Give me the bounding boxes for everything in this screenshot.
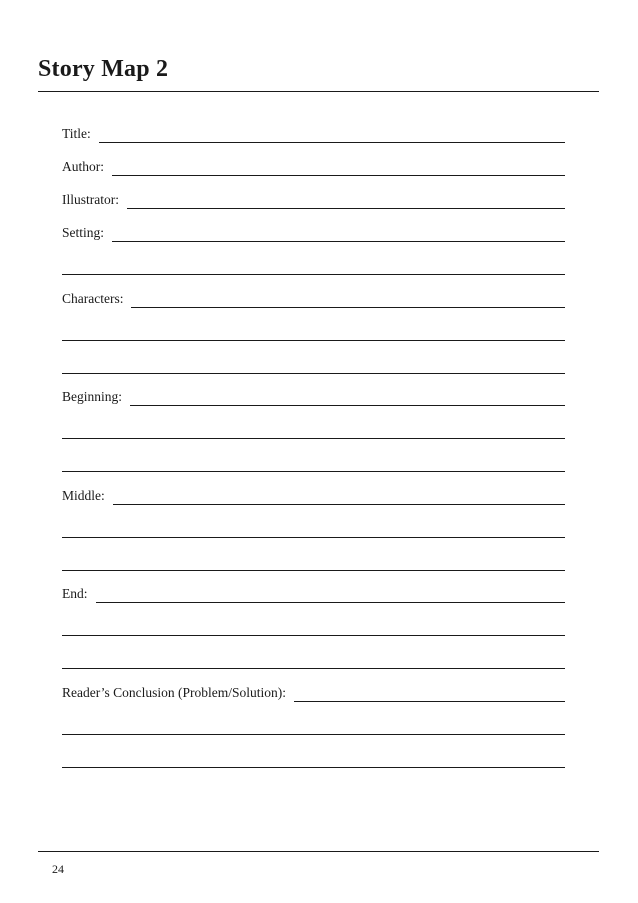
footer-rule: [38, 851, 599, 852]
page-number: 24: [52, 862, 64, 876]
middle-extra-line[interactable]: [62, 570, 565, 571]
middle-label: Middle:: [62, 488, 105, 503]
conclusion-write-line[interactable]: [294, 701, 565, 702]
characters-write-line[interactable]: [131, 307, 565, 308]
title-label: Title:: [62, 126, 91, 141]
end-label: End:: [62, 586, 88, 601]
author-label: Author:: [62, 159, 104, 174]
end-field: [62, 582, 565, 604]
setting-label: Setting:: [62, 225, 105, 240]
end-write-line[interactable]: [96, 602, 566, 603]
title-field: [62, 122, 565, 144]
setting-field: [62, 221, 565, 243]
illustrator-label: Illustrator:: [62, 192, 119, 207]
author-write-line[interactable]: [112, 175, 565, 176]
conclusion-field: [62, 681, 565, 703]
conclusion-label: Reader’s Conclusion (Problem/Solution):: [62, 685, 286, 700]
beginning-extra-line[interactable]: [62, 471, 565, 472]
characters-extra-line[interactable]: [62, 340, 565, 341]
illustrator-write-line[interactable]: [127, 208, 565, 209]
conclusion-extra-line[interactable]: [62, 767, 565, 768]
middle-write-line[interactable]: [113, 504, 565, 505]
beginning-extra-line[interactable]: [62, 438, 565, 439]
page-title: Story Map 2: [38, 56, 169, 82]
beginning-write-line[interactable]: [130, 405, 565, 406]
header-rule: [38, 91, 599, 92]
title-write-line[interactable]: [99, 142, 565, 143]
characters-extra-line[interactable]: [62, 373, 565, 374]
setting-write-line[interactable]: [112, 241, 565, 242]
end-extra-line[interactable]: [62, 668, 565, 669]
beginning-label: Beginning:: [62, 389, 122, 404]
characters-field: [62, 287, 565, 309]
author-field: [62, 155, 565, 177]
beginning-field: [62, 385, 565, 407]
conclusion-extra-line[interactable]: [62, 734, 565, 735]
middle-field: [62, 484, 565, 506]
illustrator-field: [62, 188, 565, 210]
setting-extra-line[interactable]: [62, 274, 565, 275]
characters-label: Characters:: [62, 291, 124, 306]
middle-extra-line[interactable]: [62, 537, 565, 538]
end-extra-line[interactable]: [62, 635, 565, 636]
